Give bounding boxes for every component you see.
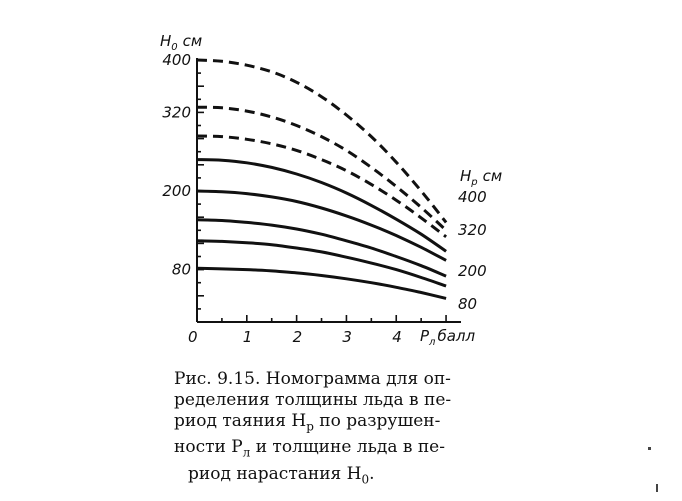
caption-line-1: Рис. 9.15. Номограмма для оп- [174, 369, 451, 389]
x-axis-label-sub: л [429, 337, 436, 348]
y-tick-label: 320 [162, 103, 191, 122]
caption-text-5a: риод нарастания H [188, 463, 362, 484]
curve-2 [197, 107, 446, 230]
right-curve-label: 200 [458, 262, 487, 280]
x-tick-label: 4 [392, 328, 402, 346]
x-axis-label: $P_л$ балл [420, 327, 476, 348]
right-axis-label: $H_р$ см [460, 167, 503, 188]
right-curve-label: 80 [458, 295, 478, 313]
x-tick-label: 1 [242, 328, 253, 346]
right-axis-unit: см [482, 167, 503, 185]
right-axis-label-sub: р [471, 177, 478, 188]
x-tick-label: 2 [292, 328, 303, 346]
curve-1 [197, 60, 446, 222]
y-axis-label-sub: 0 [171, 42, 178, 53]
caption-line-5 [174, 464, 504, 490]
caption-sub-h0: 0 [361, 472, 370, 487]
caption-sub-hr: р [306, 419, 314, 434]
caption-line-3 [174, 411, 504, 437]
x-tick-label: 3 [342, 328, 352, 346]
caption-text-4a: ности P [174, 437, 243, 458]
caption-sub-pl: л [242, 445, 251, 460]
y-tick-label: 200 [162, 182, 191, 200]
chart-curves [197, 60, 446, 298]
caption-text-3a: риод таяния H [174, 411, 307, 431]
caption-text-5b: . [369, 463, 375, 484]
x-axis-unit: балл [437, 327, 476, 345]
y-axis-unit: см [182, 32, 203, 50]
right-curve-label: 400 [458, 188, 487, 206]
x-tick-label: 0 [188, 328, 198, 346]
caption-text-3b: по разрушен- [313, 411, 441, 431]
caption-line-2: ределения толщины льда в пе- [174, 390, 452, 410]
caption-line-4 [174, 437, 504, 463]
y-tick-label: 400 [162, 51, 191, 69]
curve-4 [197, 160, 446, 252]
figure-caption [174, 369, 504, 490]
margin-mark [656, 484, 658, 492]
curve-7 [197, 241, 446, 286]
y-tick-label: 80 [171, 260, 191, 279]
right-curve-label: 320 [458, 221, 487, 239]
margin-mark [648, 447, 651, 450]
y-axis-label: $H_0$ см [160, 32, 203, 53]
caption-text-4b: и толщине льда в пе- [250, 437, 445, 458]
chart-axes [197, 58, 461, 322]
